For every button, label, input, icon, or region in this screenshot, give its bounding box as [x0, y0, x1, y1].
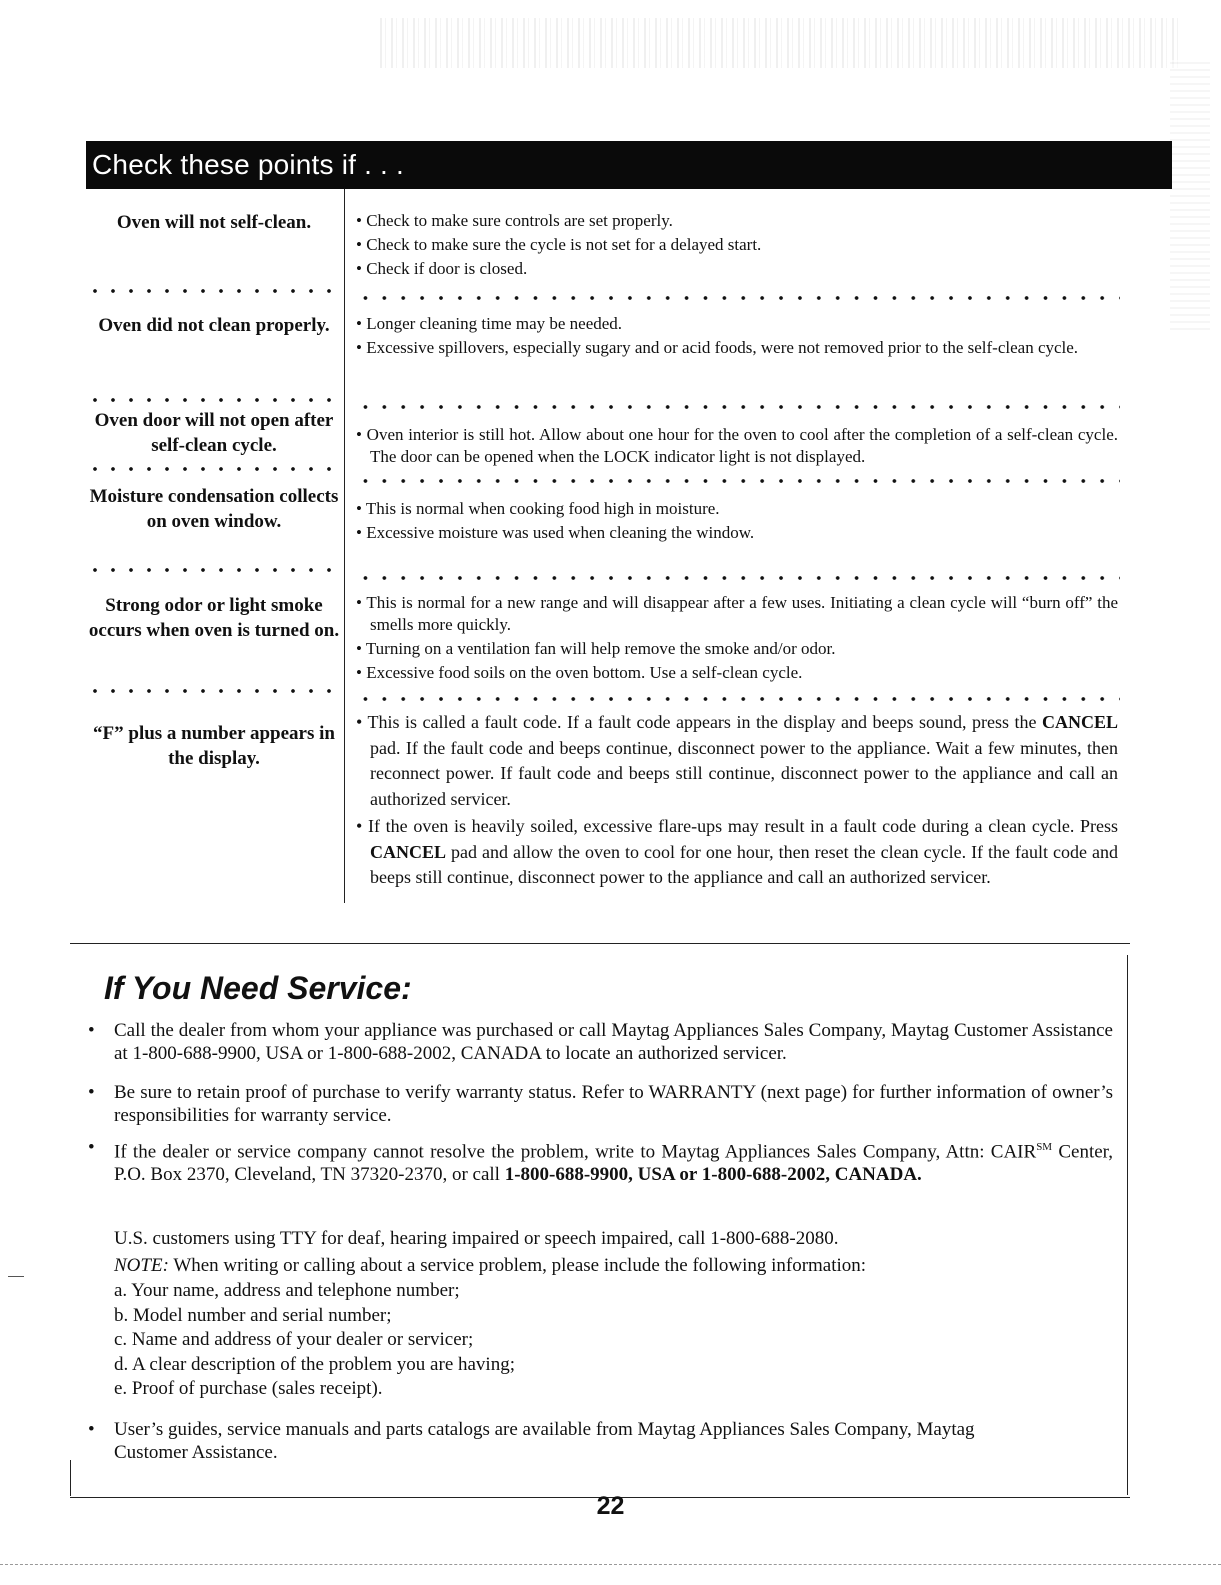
service-title: If You Need Service: [104, 970, 412, 1006]
list-item: a. Your name, address and telephone number; [114, 1280, 460, 1301]
dotted-separator [86, 568, 336, 572]
list-item: d. A clear description of the problem you are having; [114, 1353, 515, 1375]
problem-label: “F” plus a number appears in the display. [93, 723, 335, 769]
problem-label: Oven will not self-clean. [116, 212, 312, 233]
solution-list [356, 424, 1118, 468]
box-border [70, 1460, 71, 1496]
solution-item: • This is called a fault code. If a fault code appears in the display and beeps sound, press the CANCEL pad. If the fault code and beeps continue, disconnect power to the appliance. Wait a few minutes, then reconnect power. If fault code and beeps still continue, disconnect power to the appliance and call an authorized servicer. [356, 712, 1118, 809]
bullet-glyph: • [88, 1419, 95, 1440]
scan-noise [380, 18, 1180, 68]
solution-list [356, 210, 1118, 280]
cancel-keyword: CANCEL [1041, 712, 1118, 732]
dotted-separator [356, 576, 1120, 580]
solution-list [356, 313, 1118, 359]
solution-item: • Excessive food soils on the oven bottom. Use a self-clean cycle. [356, 663, 803, 682]
phone-numbers: 1-800-688-9900, USA or 1-800-688-2002, CANADA. [504, 1164, 922, 1186]
note-heading: NOTE: When writing or calling about a service problem, please include the following information: [114, 1255, 867, 1276]
note-list [114, 1279, 515, 1402]
dotted-separator [86, 289, 336, 293]
box-border [1127, 955, 1128, 1495]
problem-label: Oven did not clean properly. [98, 315, 330, 336]
solution-item: • Turning on a ventilation fan will help remove the smoke and/or odor. [356, 639, 836, 658]
column-divider [344, 189, 345, 903]
dotted-separator [86, 689, 336, 693]
solution-list [356, 592, 1118, 684]
margin-mark [8, 1276, 24, 1277]
solution-item: • This is normal for a new range and will disappear after a few uses. Initiating a clean cycle will “burn off” the smells more quickly. [356, 593, 1118, 634]
dotted-separator [356, 697, 1120, 701]
page-number: 22 [596, 1492, 625, 1520]
solution-item: • Check if door is closed. [356, 259, 528, 278]
solution-item: • Check to make sure the cycle is not set for a delayed start. [356, 235, 762, 254]
solution-item: • Oven interior is still hot. Allow about one hour for the oven to cool after the completion of a self-clean cycle. The door can be opened when the LOCK indicator light is not displayed. [356, 425, 1118, 466]
dotted-separator [86, 467, 336, 471]
list-item: b. Model number and serial number; [114, 1304, 392, 1326]
solution-item: • Excessive spillovers, especially sugary and or acid foods, were not removed prior to the self-clean cycle. [356, 338, 1079, 357]
dotted-separator [356, 405, 1120, 409]
solution-item: • Longer cleaning time may be needed. [356, 314, 623, 333]
bullet-glyph: • [88, 1020, 95, 1041]
list-item: c. Name and address of your dealer or servicer; [114, 1329, 474, 1350]
solution-item: • This is normal when cooking food high in moisture. [356, 499, 720, 518]
cancel-keyword: CANCEL [370, 841, 447, 862]
bullet-glyph: • [88, 1082, 95, 1103]
solution-list [356, 710, 1118, 891]
problem-label: Oven door will not open after self-clean cycle. [94, 410, 334, 456]
problem-label: Moisture condensation collects on oven window. [89, 486, 339, 532]
solution-item: • Check to make sure controls are set properly. [356, 211, 673, 230]
solution-list [356, 498, 1118, 544]
dotted-separator [356, 296, 1120, 300]
dotted-separator [356, 479, 1120, 483]
list-item: e. Proof of purchase (sales receipt). [114, 1378, 383, 1399]
tty-note: U.S. customers using TTY for deaf, hearing impaired or speech impaired, call 1-800-688-2080. [114, 1228, 839, 1249]
problem-label: Strong odor or light smoke occurs when oven is turned on. [88, 595, 340, 641]
page-bottom-edge [0, 1564, 1221, 1565]
bullet-glyph: • [88, 1137, 95, 1158]
scan-noise-edge [1170, 60, 1210, 330]
solution-item: • If the oven is heavily soiled, excessive flare-ups may result in a fault code during a clean cycle. Press CANCEL pad and allow the oven to cool for one hour, then reset the clean cycle. If the fault code and beeps still continue, disconnect power to the appliance and call an authorized servicer. [356, 816, 1118, 887]
dotted-separator [86, 398, 336, 402]
section-header: Check these points if . . . [86, 141, 1172, 189]
note-label: NOTE: [114, 1255, 169, 1276]
solution-item: • Excessive moisture was used when cleaning the window. [356, 523, 755, 542]
